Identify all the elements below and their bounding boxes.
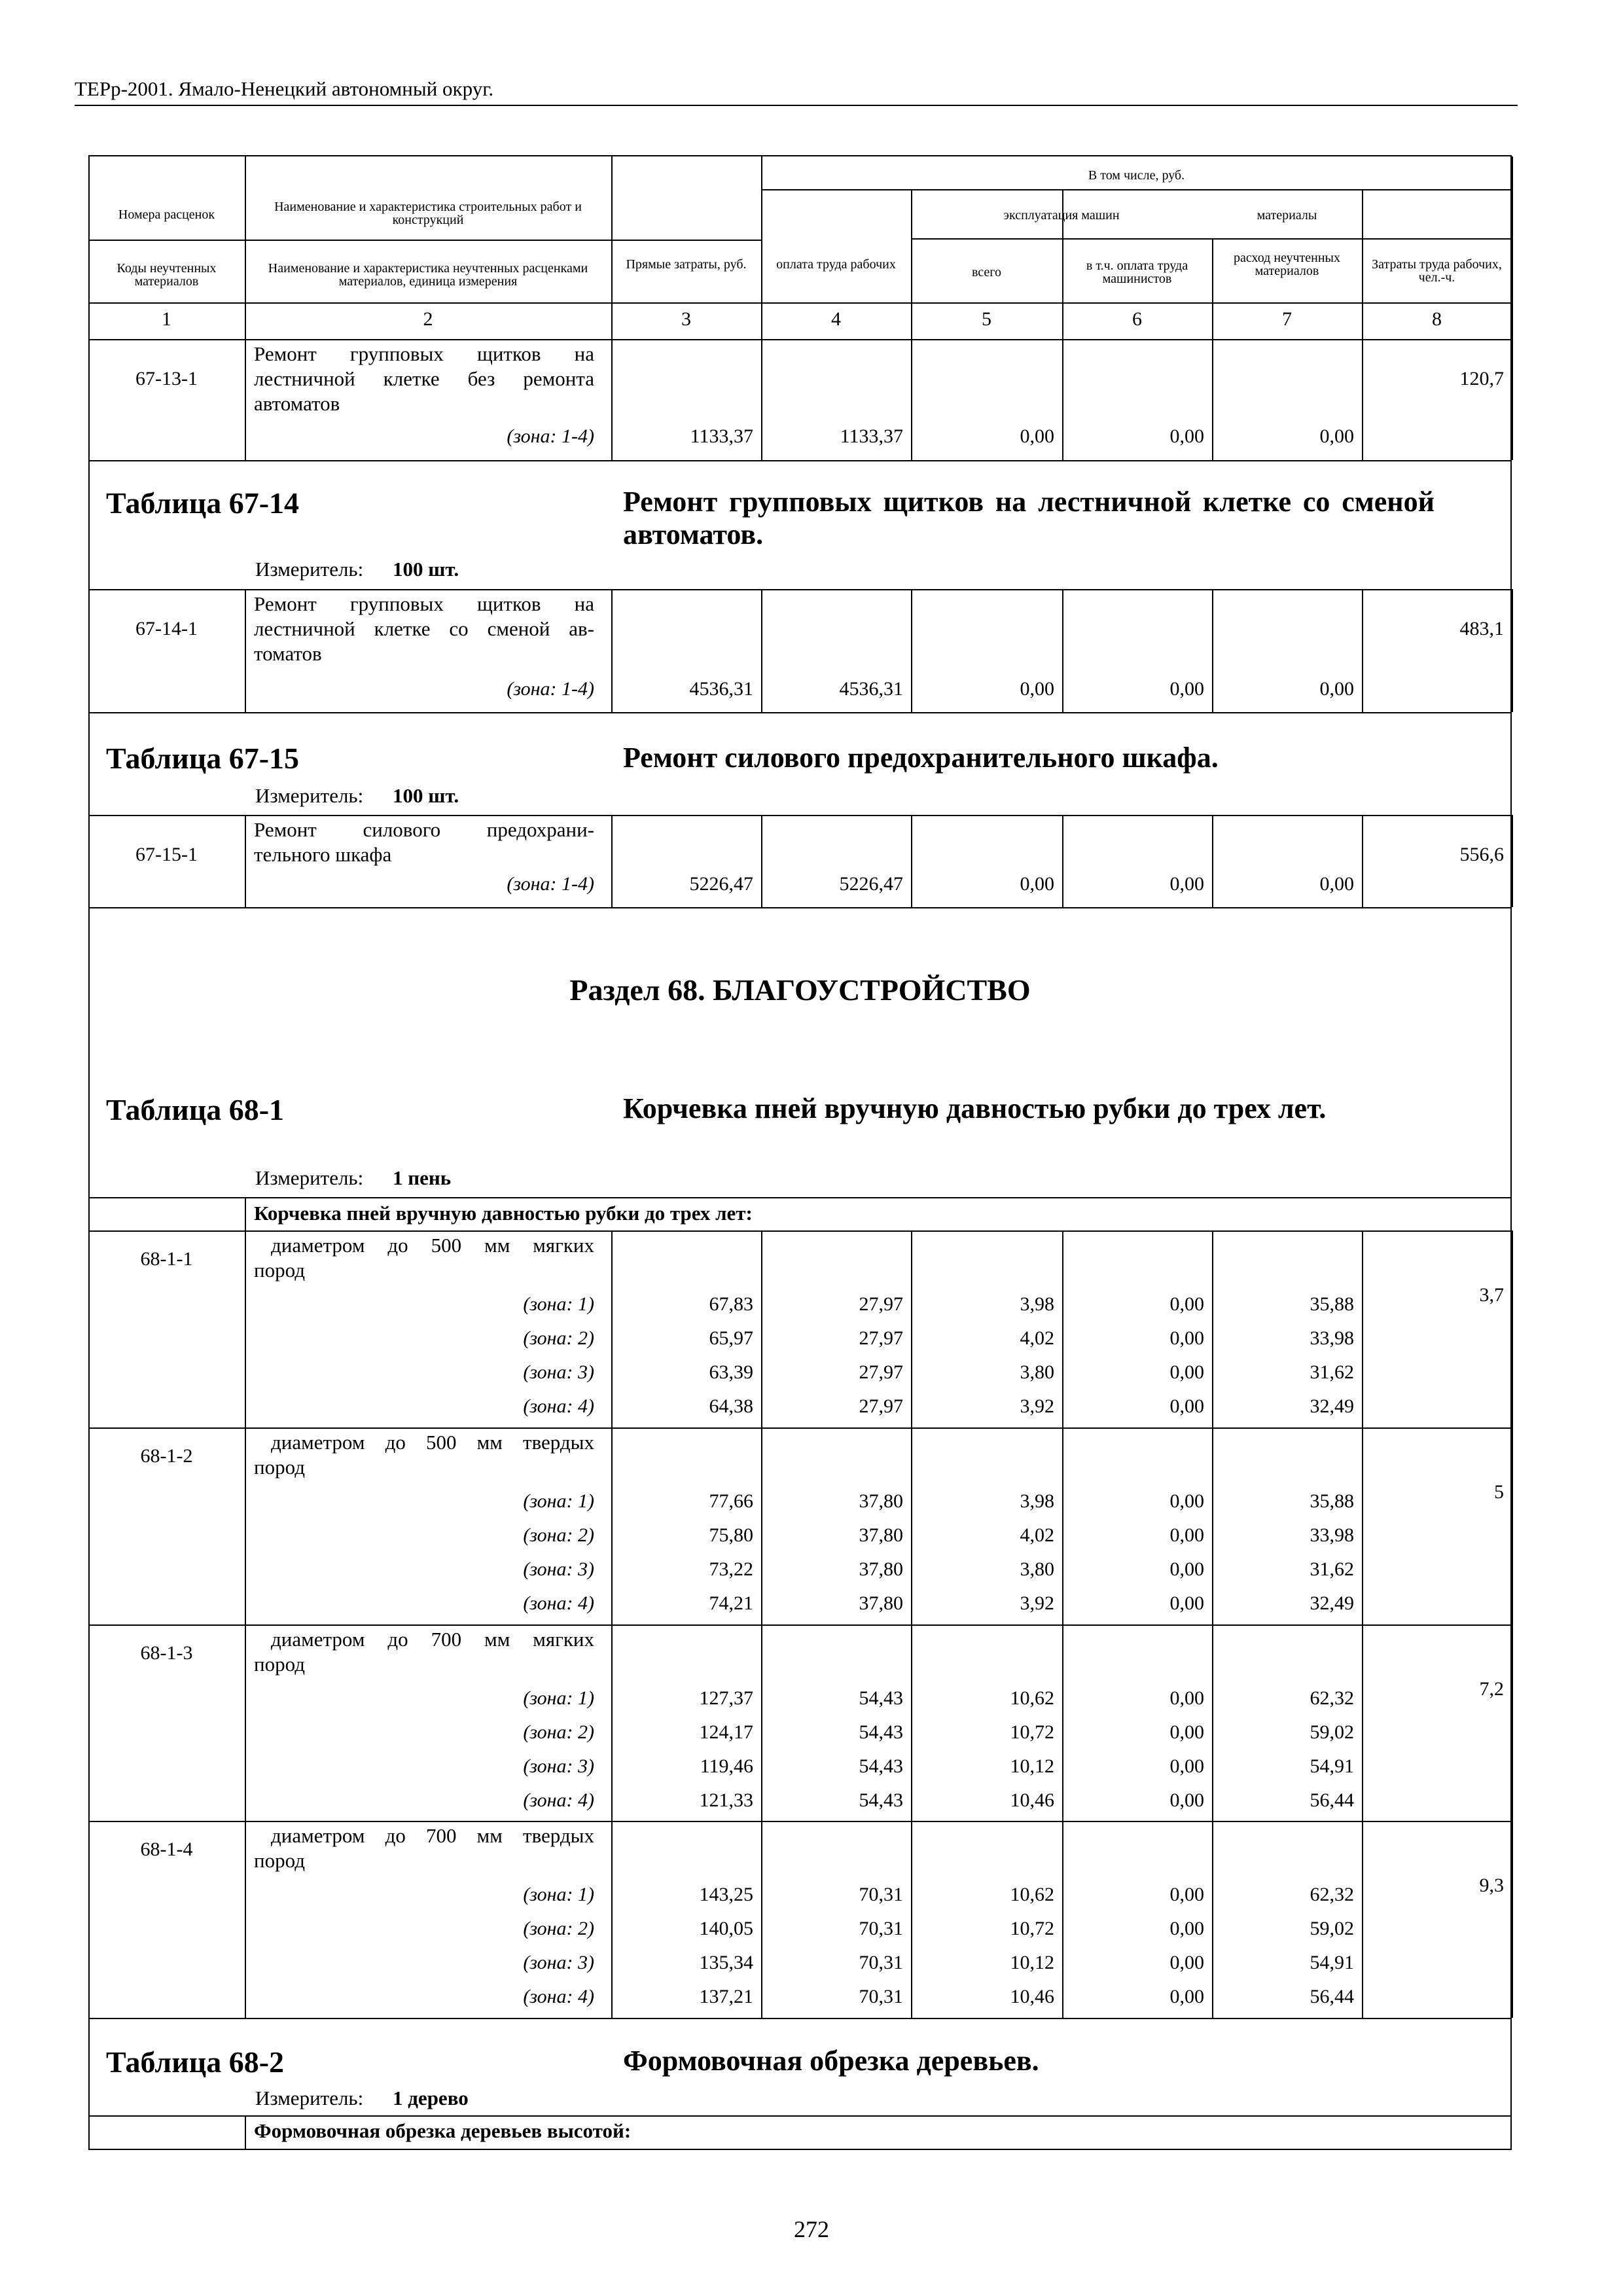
labor-cost: 483,1 [1459,618,1504,639]
value-cell: 143,25 [699,1884,753,1905]
measure-label: Измеритель: [255,1166,364,1189]
value-cell: 27,97 [859,1395,903,1417]
column-rule [245,589,246,712]
column-rule [1512,1230,1513,1427]
column-rule [245,1230,246,1427]
table-label: Таблица 67-14 [106,486,300,520]
value-cell: 0,00 [1169,1952,1204,1973]
value-cell: 0,00 [1319,425,1354,447]
value-cell: 0,00 [1169,1327,1204,1349]
measure-value: 1 дерево [393,2087,469,2109]
value-cell: 54,91 [1310,1952,1354,1973]
value-cell: 27,97 [859,1361,903,1383]
page-header: ТЕРр-2001. Ямало-Ненецкий автономный округ. [75,77,494,100]
zone-label: (зона: 4) [523,1986,594,2007]
measure-label: Измеритель: [255,558,364,581]
column-rule [245,1624,246,1821]
value-cell: 31,62 [1310,1361,1354,1383]
header-rule [75,105,1518,106]
work-description: тельного шкафа [254,843,392,866]
value-cell: 119,46 [700,1755,753,1777]
value-cell: 0,00 [1169,1986,1204,2007]
value-cell: 74,21 [709,1592,753,1614]
value-cell: 70,31 [859,1918,903,1939]
value-cell: 0,00 [1319,678,1354,700]
value-cell: 1133,37 [840,425,903,447]
value-cell: 56,44 [1310,1789,1354,1811]
value-cell: 3,98 [1020,1490,1054,1512]
zone-label: (зона: 1) [523,1687,594,1709]
work-description: диаметром до 700 мм твердых [271,1824,594,1847]
value-cell: 27,97 [859,1293,903,1315]
table-label: Таблица 68-2 [106,2045,285,2079]
value-cell: 0,00 [1169,1558,1204,1580]
value-cell: 124,17 [699,1721,753,1743]
value-cell: 31,62 [1310,1558,1354,1580]
column-rule [1512,339,1513,460]
table-title: Корчевка пней вручную давностью рубки до трех лет. [623,1092,1327,1124]
value-cell: 62,32 [1310,1884,1354,1905]
value-cell: 0,00 [1169,1524,1204,1546]
zone-label: (зона: 1-4) [507,873,594,895]
row-rule [90,240,761,241]
value-cell: 137,21 [699,1986,753,2007]
value-cell: 0,00 [1169,1918,1204,1939]
column-rule [1512,1624,1513,1821]
row-rule [90,1624,1510,1626]
column-rule [245,339,246,460]
zone-label: (зона: 2) [523,1918,594,1939]
value-cell: 32,49 [1310,1592,1354,1614]
value-cell: 0,00 [1169,1755,1204,1777]
header-machinist-pay: в т.ч. оплата труда машинистов [1086,259,1188,286]
value-cell: 54,91 [1310,1755,1354,1777]
column-rule [1362,1624,1363,1821]
column-rule [245,815,246,907]
column-rule [245,1197,246,1230]
zone-label: (зона: 3) [523,1755,594,1777]
zone-label: (зона: 1) [523,1293,594,1315]
labor-cost: 3,7 [1479,1284,1504,1306]
column-rule [1362,815,1363,907]
column-rule [1362,1230,1363,1427]
labor-cost: 5 [1494,1481,1504,1503]
column-number: 4 [831,308,841,330]
measure-value: 1 пень [393,1166,452,1189]
zone-label: (зона: 1-4) [507,425,594,447]
value-cell: 4,02 [1020,1524,1054,1546]
column-number: 7 [1282,308,1292,330]
row-rule [90,1197,1510,1198]
value-cell: 27,97 [859,1327,903,1349]
header-direct-costs: Прямые затраты, руб. [626,257,747,272]
row-rule [90,1821,1510,1822]
column-rule [245,1427,246,1624]
value-cell: 5226,47 [839,873,903,895]
value-cell: 54,43 [859,1789,903,1811]
header-unlisted-codes: Коды неучтенных материалов [116,261,217,289]
value-cell: 121,33 [699,1789,753,1811]
value-cell: 5226,47 [689,873,753,895]
value-cell: 70,31 [859,1986,903,2007]
value-cell: 56,44 [1310,1986,1354,2007]
value-cell: 0,00 [1169,1490,1204,1512]
value-cell: 4536,31 [689,678,753,700]
column-rule [1512,589,1513,712]
value-cell: 70,31 [859,1952,903,1973]
row-rule [90,1427,1510,1429]
value-cell: 10,62 [1010,1687,1054,1709]
zone-label: (зона: 3) [523,1952,594,1973]
section-title: Раздел 68. БЛАГОУСТРОЙСТВО [569,973,1031,1007]
value-cell: 33,98 [1310,1327,1354,1349]
value-cell: 0,00 [1020,873,1054,895]
header-materials: материалы [1257,208,1317,223]
page-number: 272 [794,2216,829,2242]
rate-code: 67-13-1 [135,368,198,389]
value-cell: 54,43 [859,1755,903,1777]
measure-value: 100 шт. [393,558,459,581]
value-cell: 10,46 [1010,1986,1054,2007]
column-rule [245,1821,246,2018]
value-cell: 140,05 [699,1918,753,1939]
row-rule [90,815,1510,816]
row-rule [90,2115,1510,2117]
measure-label: Измеритель: [255,2087,364,2109]
value-cell: 3,98 [1020,1293,1054,1315]
value-cell: 3,92 [1020,1395,1054,1417]
header-machines: эксплуатация машин [1003,208,1120,223]
zone-label: (зона: 4) [523,1395,594,1417]
work-description: лестничной клетке со сменой ав- [254,617,594,640]
measure-label: Измеритель: [255,784,364,807]
value-cell: 10,72 [1010,1721,1054,1743]
column-number: 5 [982,308,991,330]
value-cell: 37,80 [859,1558,903,1580]
zone-label: (зона: 1) [523,1490,594,1512]
value-cell: 0,00 [1169,1789,1204,1811]
value-cell: 0,00 [1169,425,1204,447]
zone-label: (зона: 1-4) [507,678,594,700]
work-description: томатов [254,642,322,665]
column-number: 2 [423,308,433,330]
rate-code: 68-1-2 [140,1445,193,1467]
value-cell: 54,43 [859,1687,903,1709]
work-description: пород [254,1653,305,1676]
value-cell: 62,32 [1310,1687,1354,1709]
value-cell: 0,00 [1169,1395,1204,1417]
work-description: лестничной клетке без ремонта [254,367,594,390]
column-rule [1512,815,1513,907]
value-cell: 32,49 [1310,1395,1354,1417]
row-rule [90,302,1510,304]
labor-cost: 120,7 [1459,368,1504,389]
column-number: 1 [162,308,171,330]
zone-label: (зона: 4) [523,1789,594,1811]
column-number: 6 [1132,308,1142,330]
value-cell: 0,00 [1020,678,1054,700]
rate-code: 67-14-1 [135,618,198,639]
value-cell: 65,97 [709,1327,753,1349]
column-number: 8 [1432,308,1442,330]
value-cell: 35,88 [1310,1293,1354,1315]
value-cell: 3,80 [1020,1361,1054,1383]
value-cell: 59,02 [1310,1721,1354,1743]
value-cell: 4536,31 [839,678,903,700]
row-rule [90,589,1510,590]
rate-code: 68-1-4 [140,1839,193,1860]
work-description: автоматов [254,392,340,415]
value-cell: 0,00 [1169,1687,1204,1709]
value-cell: 70,31 [859,1884,903,1905]
value-cell: 77,66 [709,1490,753,1512]
table-title: Ремонт групповых щитков на лестничной клетке со сменой автоматов. [623,486,1435,550]
row-rule [761,189,1512,190]
row-rule [90,907,1510,908]
labor-cost: 556,6 [1459,844,1504,865]
rate-code: 67-15-1 [135,844,198,865]
header-machines-total: всего [971,265,1002,279]
value-cell: 3,80 [1020,1558,1054,1580]
work-description: Ремонт групповых щитков на [254,592,594,615]
table-label: Таблица 67-15 [106,742,300,775]
header-rate-number: Номера расценок [118,207,215,222]
rate-code: 68-1-3 [140,1642,193,1664]
value-cell: 0,00 [1169,1361,1204,1383]
value-cell: 135,34 [699,1952,753,1973]
value-cell: 10,46 [1010,1789,1054,1811]
header-labor-pay: оплата труда рабочих [776,257,896,272]
value-cell: 54,43 [859,1721,903,1743]
row-rule [90,339,1510,340]
value-cell: 10,12 [1010,1755,1054,1777]
work-description: диаметром до 500 мм твердых [271,1431,594,1454]
zone-label: (зона: 3) [523,1361,594,1383]
header-work-name: Наименование и характеристика строительных работ и конструкций [274,200,582,227]
labor-cost: 9,3 [1479,1874,1504,1896]
table-subheading: Формовочная обрезка деревьев высотой: [254,2119,632,2142]
work-description: Ремонт силового предохрани- [254,818,594,841]
value-cell: 3,92 [1020,1592,1054,1614]
work-description: пород [254,1259,305,1282]
column-rule [1362,339,1363,460]
value-cell: 35,88 [1310,1490,1354,1512]
header-labor-costs: Затраты труда рабочих, чел.-ч. [1372,257,1502,285]
value-cell: 4,02 [1020,1327,1054,1349]
column-rule [1512,1427,1513,1624]
work-description: диаметром до 500 мм мягких [271,1234,594,1257]
value-cell: 64,38 [709,1395,753,1417]
labor-cost: 7,2 [1479,1678,1504,1700]
row-rule [90,1230,1510,1232]
row-rule [90,712,1510,713]
table-subheading: Корчевка пней вручную давностью рубки до трех лет: [254,1202,753,1225]
table-title: Формовочная обрезка деревьев. [623,2045,1039,2077]
column-rule [1362,589,1363,712]
zone-label: (зона: 2) [523,1327,594,1349]
value-cell: 0,00 [1169,873,1204,895]
value-cell: 0,00 [1169,1884,1204,1905]
header-unlisted-materials: расход неучтенных материалов [1234,251,1340,278]
value-cell: 10,12 [1010,1952,1054,1973]
column-number: 3 [681,308,691,330]
table-label: Таблица 68-1 [106,1093,285,1126]
value-cell: 10,72 [1010,1918,1054,1939]
value-cell: 10,62 [1010,1884,1054,1905]
value-cell: 0,00 [1169,1592,1204,1614]
work-description: пород [254,1849,305,1872]
zone-label: (зона: 2) [523,1524,594,1546]
measure-value: 100 шт. [393,784,459,807]
value-cell: 1133,37 [690,425,753,447]
header-including: В том числе, руб. [1088,168,1185,183]
column-rule [1512,1821,1513,2018]
value-cell: 0,00 [1020,425,1054,447]
value-cell: 59,02 [1310,1918,1354,1939]
value-cell: 37,80 [859,1524,903,1546]
value-cell: 37,80 [859,1490,903,1512]
zone-label: (зона: 3) [523,1558,594,1580]
column-rule [1362,1427,1363,1624]
value-cell: 0,00 [1169,1721,1204,1743]
zone-label: (зона: 4) [523,1592,594,1614]
value-cell: 127,37 [699,1687,753,1709]
header-material-name: Наименование и характеристика неучтенных расценками материалов, единица измерения [268,261,588,289]
value-cell: 63,39 [709,1361,753,1383]
value-cell: 67,83 [709,1293,753,1315]
rate-code: 68-1-1 [140,1248,193,1270]
row-rule [911,238,1512,240]
row-rule [90,460,1510,461]
work-description: диаметром до 700 мм мягких [271,1628,594,1651]
value-cell: 0,00 [1169,1293,1204,1315]
zone-label: (зона: 1) [523,1884,594,1905]
work-description: пород [254,1456,305,1479]
value-cell: 37,80 [859,1592,903,1614]
table-title: Ремонт силового предохранительного шкафа. [623,742,1219,774]
column-rule [245,2115,246,2149]
value-cell: 33,98 [1310,1524,1354,1546]
value-cell: 0,00 [1169,678,1204,700]
column-rule [1362,1821,1363,2018]
value-cell: 0,00 [1319,873,1354,895]
row-rule [90,2018,1510,2019]
zone-label: (зона: 2) [523,1721,594,1743]
work-description: Ремонт групповых щитков на [254,342,594,365]
value-cell: 73,22 [709,1558,753,1580]
value-cell: 75,80 [709,1524,753,1546]
